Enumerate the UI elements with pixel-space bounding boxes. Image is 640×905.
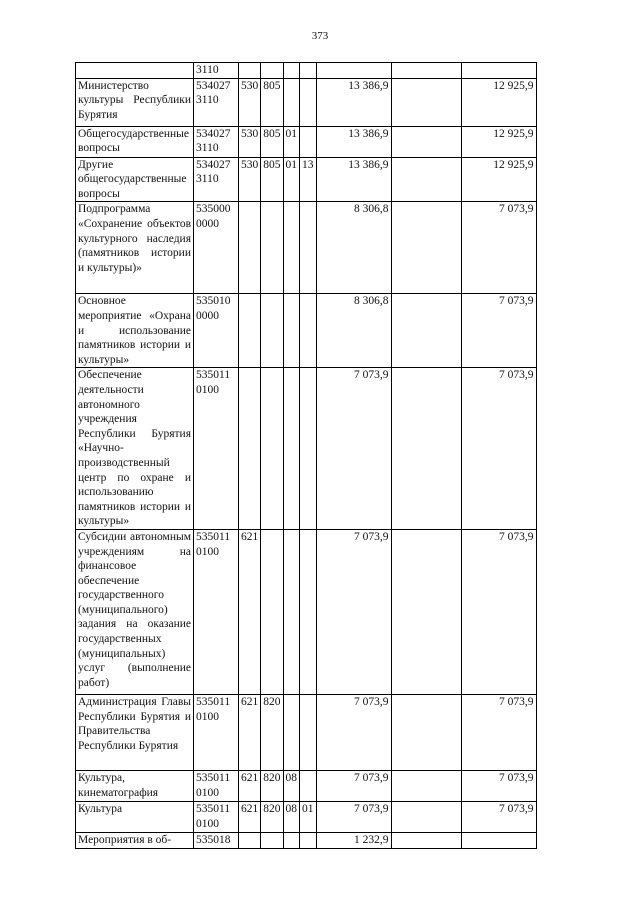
row-vr: 621 xyxy=(239,694,261,770)
row-name: Министерство культуры Республики Бурятия xyxy=(76,78,194,126)
row-pr xyxy=(300,202,317,294)
page-number: 373 xyxy=(311,30,329,42)
row-grbs: 805 xyxy=(261,126,283,157)
row-sum1: 7 073,9 xyxy=(316,770,391,801)
row-sum1: 7 073,9 xyxy=(316,368,391,530)
table-row xyxy=(76,78,537,126)
row-name: Администрация Главы Республики Бурятия и Правительства Республики Бурятия xyxy=(76,694,194,770)
row-vr: 621 xyxy=(239,770,261,801)
row-csr: 535011 0100 xyxy=(194,529,239,694)
row-pr: 13 xyxy=(300,157,317,202)
row-sum1: 7 073,9 xyxy=(316,694,391,770)
row-sum2: 7 073,9 xyxy=(461,294,536,368)
row-grbs xyxy=(261,294,283,368)
row-col2 xyxy=(391,126,461,157)
row-col2 xyxy=(391,294,461,368)
row-col2 xyxy=(391,770,461,801)
row-rz xyxy=(283,63,300,79)
row-sum1: 1 232,9 xyxy=(316,832,391,848)
row-csr: 535011 0100 xyxy=(194,770,239,801)
row-sum2: 7 073,9 xyxy=(461,770,536,801)
budget-table xyxy=(75,62,537,849)
row-rz xyxy=(283,294,300,368)
row-vr xyxy=(239,832,261,848)
row-pr xyxy=(300,694,317,770)
row-vr xyxy=(239,202,261,294)
row-sum2: 12 925,9 xyxy=(461,78,536,126)
row-name: Культура, кинематография xyxy=(76,770,194,801)
row-vr: 621 xyxy=(239,801,261,832)
row-name: Основное мероприятие «Охрана и использование памятников истории и культуры» xyxy=(76,294,194,368)
row-sum1: 8 306,8 xyxy=(316,294,391,368)
row-name: Подпрограмма «Сохранение объектов культурного наследия (памятников истории и культуры)» xyxy=(76,202,194,294)
row-grbs: 805 xyxy=(261,78,283,126)
row-sum2: 7 073,9 xyxy=(461,801,536,832)
row-pr xyxy=(300,78,317,126)
row-sum2: 7 073,9 xyxy=(461,368,536,530)
row-rz: 01 xyxy=(283,157,300,202)
row-vr xyxy=(239,294,261,368)
row-sum2: 7 073,9 xyxy=(461,202,536,294)
row-rz xyxy=(283,368,300,530)
row-sum1: 7 073,9 xyxy=(316,801,391,832)
row-csr: 535011 0100 xyxy=(194,368,239,530)
row-csr: 535011 0100 xyxy=(194,694,239,770)
row-sum2 xyxy=(461,832,536,848)
row-pr xyxy=(300,63,317,79)
row-rz xyxy=(283,202,300,294)
row-grbs xyxy=(261,832,283,848)
row-col2 xyxy=(391,832,461,848)
table-row xyxy=(76,694,537,770)
table-row xyxy=(76,529,537,694)
row-sum1: 8 306,8 xyxy=(316,202,391,294)
row-name: Культура xyxy=(76,801,194,832)
row-sum2: 12 925,9 xyxy=(461,126,536,157)
row-vr xyxy=(239,63,261,79)
row-vr: 530 xyxy=(239,126,261,157)
row-col2 xyxy=(391,157,461,202)
row-pr xyxy=(300,832,317,848)
row-name: Общегосударственные вопросы xyxy=(76,126,194,157)
table-row xyxy=(76,801,537,832)
table-row xyxy=(76,63,537,79)
row-name: Обеспечение деятельности автономного учреждения Республики Бурятия «Научно-производственный центр по охране и использованию памятников истории и культуры» xyxy=(76,368,194,530)
row-sum1 xyxy=(316,63,391,79)
row-rz xyxy=(283,694,300,770)
row-col2 xyxy=(391,694,461,770)
table-row xyxy=(76,368,537,530)
row-sum2: 7 073,9 xyxy=(461,694,536,770)
row-col2 xyxy=(391,78,461,126)
row-sum1: 13 386,9 xyxy=(316,78,391,126)
row-name: Мероприятия в об- xyxy=(76,832,194,848)
row-col2 xyxy=(391,529,461,694)
row-vr xyxy=(239,368,261,530)
row-sum1: 13 386,9 xyxy=(316,126,391,157)
row-pr xyxy=(300,368,317,530)
row-csr: 535011 0100 xyxy=(194,801,239,832)
row-name: Субсидии автономным учреждениям на финансовое обеспечение государственного (муниципального) задания на оказание государственных (муниципальных) услуг (выполнение работ) xyxy=(76,529,194,694)
row-grbs xyxy=(261,529,283,694)
row-pr xyxy=(300,126,317,157)
row-name: Другие общегосударственные вопросы xyxy=(76,157,194,202)
row-pr xyxy=(300,294,317,368)
row-rz: 01 xyxy=(283,126,300,157)
row-sum1: 13 386,9 xyxy=(316,157,391,202)
row-col2 xyxy=(391,801,461,832)
table-row xyxy=(76,202,537,294)
row-pr xyxy=(300,770,317,801)
row-vr: 621 xyxy=(239,529,261,694)
row-sum2: 12 925,9 xyxy=(461,157,536,202)
row-name xyxy=(76,63,194,79)
row-csr: 535000 0000 xyxy=(194,202,239,294)
table-row xyxy=(76,157,537,202)
row-col2 xyxy=(391,202,461,294)
row-grbs: 820 xyxy=(261,694,283,770)
row-vr: 530 xyxy=(239,78,261,126)
row-rz xyxy=(283,78,300,126)
row-rz xyxy=(283,832,300,848)
row-grbs xyxy=(261,202,283,294)
row-rz: 08 xyxy=(283,801,300,832)
row-grbs: 820 xyxy=(261,770,283,801)
table-row xyxy=(76,294,537,368)
row-pr xyxy=(300,529,317,694)
row-rz xyxy=(283,529,300,694)
table-row xyxy=(76,770,537,801)
row-csr: 535018 xyxy=(194,832,239,848)
row-col2 xyxy=(391,368,461,530)
row-vr: 530 xyxy=(239,157,261,202)
row-col2 xyxy=(391,63,461,79)
row-grbs xyxy=(261,368,283,530)
row-csr: 535010 0000 xyxy=(194,294,239,368)
row-grbs: 805 xyxy=(261,157,283,202)
row-grbs xyxy=(261,63,283,79)
row-grbs: 820 xyxy=(261,801,283,832)
row-sum2 xyxy=(461,63,536,79)
table-row xyxy=(76,126,537,157)
table-row xyxy=(76,832,537,848)
row-rz: 08 xyxy=(283,770,300,801)
row-pr: 01 xyxy=(300,801,317,832)
row-csr: 534027 3110 xyxy=(194,78,239,126)
row-sum2: 7 073,9 xyxy=(461,529,536,694)
row-csr: 534027 3110 xyxy=(194,157,239,202)
row-csr: 3110 xyxy=(194,63,239,79)
row-sum1: 7 073,9 xyxy=(316,529,391,694)
row-csr: 534027 3110 xyxy=(194,126,239,157)
